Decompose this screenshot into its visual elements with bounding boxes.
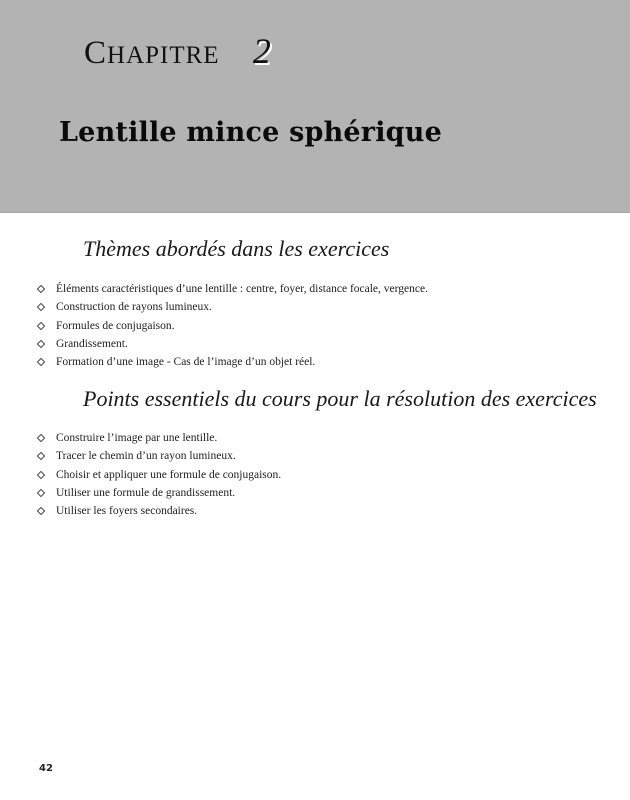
list-item-text: Construire l’image par une lentille.	[56, 432, 218, 444]
diamond-bullet-icon	[37, 340, 45, 348]
chapter-heading	[84, 30, 272, 72]
diamond-bullet-icon	[37, 507, 45, 515]
list-item-text: Formation d’une image - Cas de l’image d’un objet réel.	[56, 356, 316, 369]
diamond-bullet-icon	[37, 358, 45, 366]
diamond-bullet-icon	[37, 489, 45, 497]
list-item-text: Éléments caractéristiques d’une lentille : centre, foyer, distance focale, vergence.	[56, 283, 428, 295]
list-item-text: Choisir et appliquer une formule de conjugaison.	[56, 468, 282, 481]
chapter-title: Lentille mince sphérique	[59, 117, 442, 148]
list-item-text: Utiliser les foyers secondaires.	[56, 505, 198, 518]
chapter-label	[84, 35, 220, 71]
list-item-text: Grandissement.	[56, 337, 128, 350]
diamond-bullet-icon	[37, 452, 45, 460]
list-item-text: Construction de rayons lumineux.	[56, 301, 212, 314]
chapter-number: 2	[252, 31, 272, 71]
chapter-header	[0, 0, 630, 213]
chapter-label-initial: C	[84, 35, 108, 71]
list-item-text: Formules de conjugaison.	[56, 319, 175, 332]
diamond-bullet-icon	[37, 303, 45, 311]
diamond-bullet-icon	[37, 434, 45, 442]
chapter-label-rest: HAPITRE	[107, 42, 220, 69]
list-item-text: Utiliser une formule de grandissement.	[56, 486, 236, 499]
page-number: 42	[39, 763, 53, 774]
section-title-themes: Thèmes abordés dans les exercices	[83, 236, 390, 261]
diamond-bullet-icon	[37, 321, 45, 329]
section-title-key-points: Points essentiels du cours pour la résolution des exercices	[83, 386, 597, 411]
diamond-bullet-icon	[37, 470, 45, 478]
list-item-text: Tracer le chemin d’un rayon lumineux.	[56, 450, 236, 463]
diamond-bullet-icon	[37, 285, 45, 293]
